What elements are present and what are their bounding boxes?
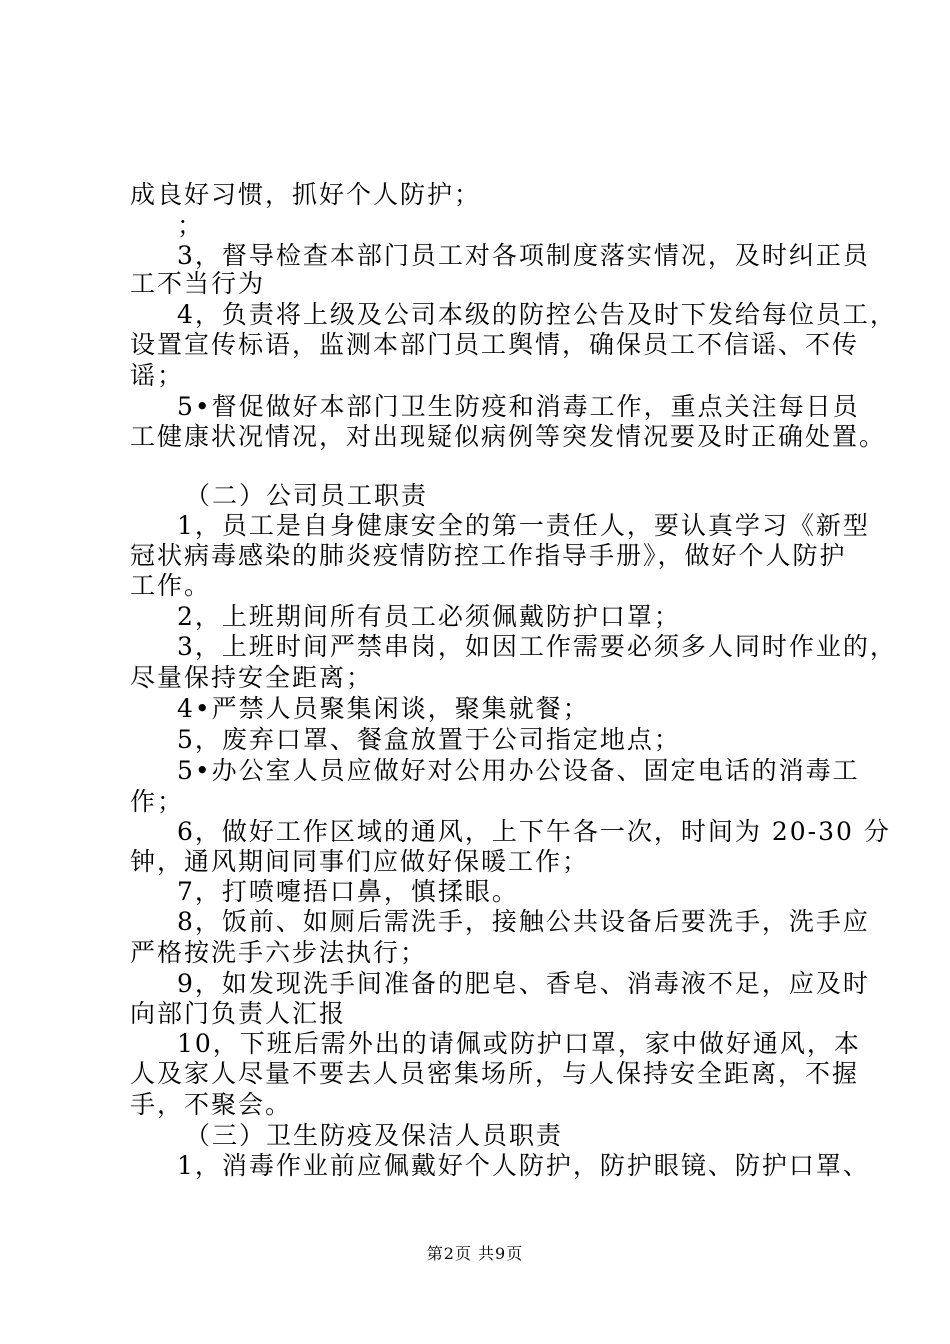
text-line: 钟，通风期间同事们应做好保暖工作； <box>130 847 590 876</box>
text-line: 工作。 <box>130 571 212 600</box>
text-line: 尽量保持安全距离； <box>130 663 374 692</box>
text-line: 9，如发现洗手间准备的肥皂、香皂、消毒液不足，应及时 <box>177 969 870 998</box>
text-line: 3，督导检查本部门员工对各项制度落实情况，及时纠正员 <box>177 241 870 270</box>
text-line: 4•严禁人员聚集闲谈，聚集就餐； <box>177 694 590 723</box>
text-line: 人及家人尽量不要去人员密集场所，与人保持安全距离，不握 <box>130 1059 860 1088</box>
text-line: 作； <box>130 787 185 816</box>
text-line: 4，负责将上级及公司本级的防控公告及时下发给每位员工， <box>177 300 897 329</box>
text-line: 冠状病毒感染的肺炎疫情防控工作指导手册》，做好个人防护 <box>130 541 847 570</box>
text-line: 工不当行为 <box>130 269 266 298</box>
section-heading: （三）卫生防疫及保洁人员职责 <box>185 1121 564 1150</box>
text-line: 7，打喷嚏捂口鼻，慎揉眼。 <box>177 877 519 906</box>
section-heading: （二）公司员工职责 <box>185 481 429 510</box>
text-line: 工健康状况情况，对出现疑似病例等突发情况要及时正确处置。 <box>130 422 887 451</box>
text-line: 设置宣传标语，监测本部门员工舆情，确保员工不信谣、不传 <box>130 330 860 359</box>
text-line: 5•督促做好本部门卫生防疫和消毒工作，重点关注每日员 <box>177 392 860 421</box>
text-line: 8，饭前、如厕后需洗手，接触公共设备后要洗手，洗手应 <box>177 907 870 936</box>
text-line: 5•办公室人员应做好对公用办公设备、固定电话的消毒工 <box>177 756 860 785</box>
text-line: ； <box>177 211 205 240</box>
text-line: 2，上班期间所有员工必须佩戴防护口罩； <box>177 602 681 631</box>
page-number-footer: 第2页 共9页 <box>426 1244 524 1263</box>
text-line: 3，上班时间严禁串岗，如因工作需要必须多人同时作业的， <box>177 632 897 661</box>
text-line: 1，员工是自身健康安全的第一责任人，要认真学习《新型 <box>177 511 870 540</box>
text-line: 5，废弃口罩、餐盒放置于公司指定地点； <box>177 725 681 754</box>
text-line: 6，做好工作区域的通风，上下午各一次，时间为 20-30 分 <box>177 817 891 846</box>
text-line: 谣； <box>130 361 185 390</box>
text-line: 手，不聚会。 <box>130 1090 293 1119</box>
text-line: 成良好习惯，抓好个人防护； <box>130 180 482 209</box>
text-line: 10，下班后需外出的请佩或防护口罩，家中做好通风，本 <box>177 1029 861 1058</box>
text-line: 1，消毒作业前应佩戴好个人防护，防护眼镜、防护口罩、 <box>177 1151 870 1180</box>
text-line: 严格按洗手六步法执行； <box>130 938 428 967</box>
text-line: 向部门负责人汇报 <box>130 999 347 1028</box>
